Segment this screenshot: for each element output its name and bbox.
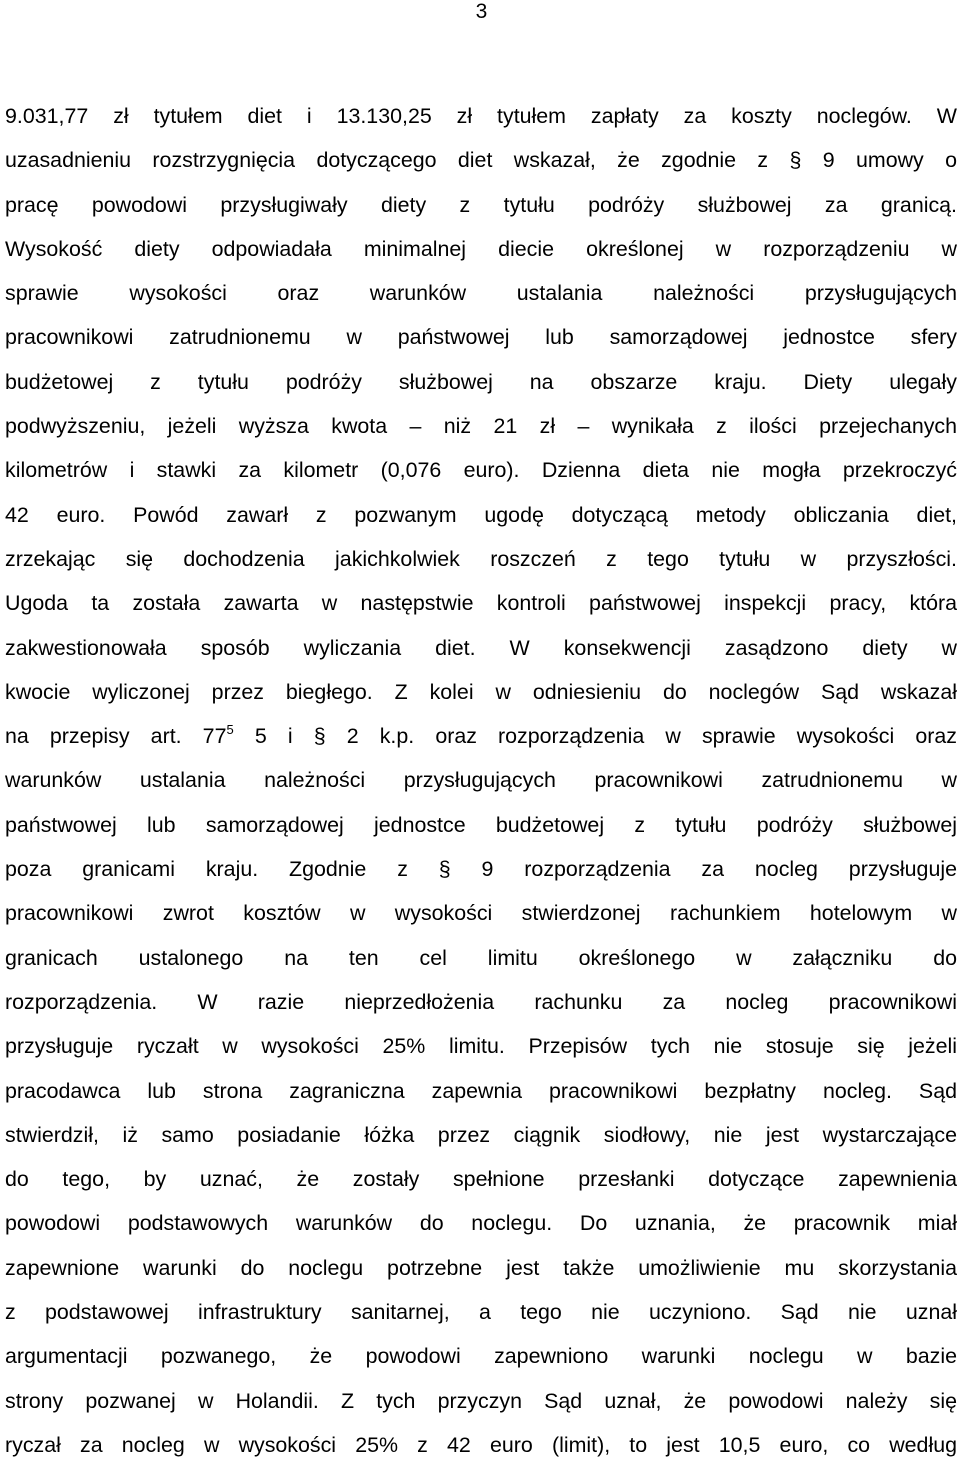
- text-line: sprawie wysokości oraz warunków ustalania należności przysługujących: [5, 281, 957, 306]
- text-line: stwierdził, iż samo posiadanie łóżka przez ciągnik siodłowy, nie jest wystarczające: [5, 1122, 957, 1147]
- superscript: 5: [226, 722, 234, 738]
- text-line: Ugoda ta została zawarta w następstwie kontroli państwowej inspekcji pracy, która: [5, 591, 957, 616]
- text-line: zakwestionowała sposób wyliczania diet. W konsekwencji zasądzono diety w: [5, 635, 957, 660]
- text-line: ryczał za nocleg w wysokości 25% z 42 euro (limit), to jest 10,5 euro, co według: [5, 1432, 957, 1457]
- text-line: argumentacji pozwanego, że powodowi zapewniono warunki noclegu w bazie: [5, 1344, 957, 1369]
- text-line: do tego, by uznać, że zostały spełnione przesłanki dotyczące zapewnienia: [5, 1167, 957, 1192]
- text-line: podwyższeniu, jeżeli wyższa kwota – niż 21 zł – wynikała z ilości przejechanych: [5, 414, 957, 439]
- text-line-with-superscript: [5, 714, 957, 758]
- page-number: 3: [475, 0, 488, 23]
- text-line: 9.031,77 zł tytułem diet i 13.130,25 zł tytułem zapłaty za koszty noclegów. W: [5, 104, 957, 128]
- text-line: rozporządzenia. W razie nieprzedłożenia rachunku za nocleg pracownikowi: [5, 989, 957, 1014]
- text-line: budżetowej z tytułu podróży służbowej na obszarze kraju. Diety ulegały: [5, 369, 957, 394]
- text-line: pracę powodowi przysługiwały diety z tytułu podróży służbowej za granicą.: [5, 192, 957, 217]
- text-line: z podstawowej infrastruktury sanitarnej, a tego nie uczyniono. Sąd nie uznał: [5, 1300, 957, 1325]
- text-line-end: 5 i § 2 k.p. oraz rozporządzenia w sprawie wysokości oraz: [233, 724, 957, 749]
- text-line: uzasadnieniu rozstrzygnięcia dotyczącego diet wskazał, że zgodnie z § 9 umowy o: [5, 148, 957, 173]
- text-line: państwowej lub samorządowej jednostce budżetowej z tytułu podróży służbowej: [5, 812, 957, 837]
- text-line: 42 euro. Powód zawarł z pozwanym ugodę dotyczącą metody obliczania diet,: [5, 502, 957, 527]
- text-line: przysługuje ryczałt w wysokości 25% limitu. Przepisów tych nie stosuje się jeżeli: [5, 1034, 957, 1059]
- text-line: powodowi podstawowych warunków do noclegu. Do uznania, że pracownik miał: [5, 1211, 957, 1236]
- text-line: zrzekając się dochodzenia jakichkolwiek roszczeń z tego tytułu w przyszłości.: [5, 546, 957, 571]
- text-line: pracodawca lub strona zagraniczna zapewnia pracownikowi bezpłatny nocleg. Sąd: [5, 1078, 957, 1103]
- text-line: kwocie wyliczonej przez biegłego. Z kolei w odniesieniu do noclegów Sąd wskazał: [5, 679, 957, 704]
- text-line-start: na przepisy art. 77: [5, 724, 227, 749]
- text-line: pracownikowi zatrudnionemu w państwowej lub samorządowej jednostce sfery: [5, 325, 957, 350]
- text-line: pracownikowi zwrot kosztów w wysokości stwierdzonej rachunkiem hotelowym w: [5, 901, 957, 926]
- text-line: strony pozwanej w Holandii. Z tych przyczyn Sąd uznał, że powodowi należy się: [5, 1388, 957, 1413]
- text-line: Wysokość diety odpowiadała minimalnej diecie określonej w rozporządzeniu w: [5, 236, 957, 261]
- text-line: granicach ustalonego na ten cel limitu określonego w załączniku do: [5, 945, 957, 970]
- text-line: poza granicami kraju. Zgodnie z § 9 rozporządzenia za nocleg przysługuje: [5, 857, 957, 882]
- document-body: [5, 94, 957, 1467]
- text-line: kilometrów i stawki za kilometr (0,076 euro). Dzienna dieta nie mogła przekroczyć: [5, 458, 957, 483]
- text-line: zapewnione warunki do noclegu potrzebne jest także umożliwienie mu skorzystania: [5, 1255, 957, 1280]
- text-line: warunków ustalania należności przysługujących pracownikowi zatrudnionemu w: [5, 768, 957, 793]
